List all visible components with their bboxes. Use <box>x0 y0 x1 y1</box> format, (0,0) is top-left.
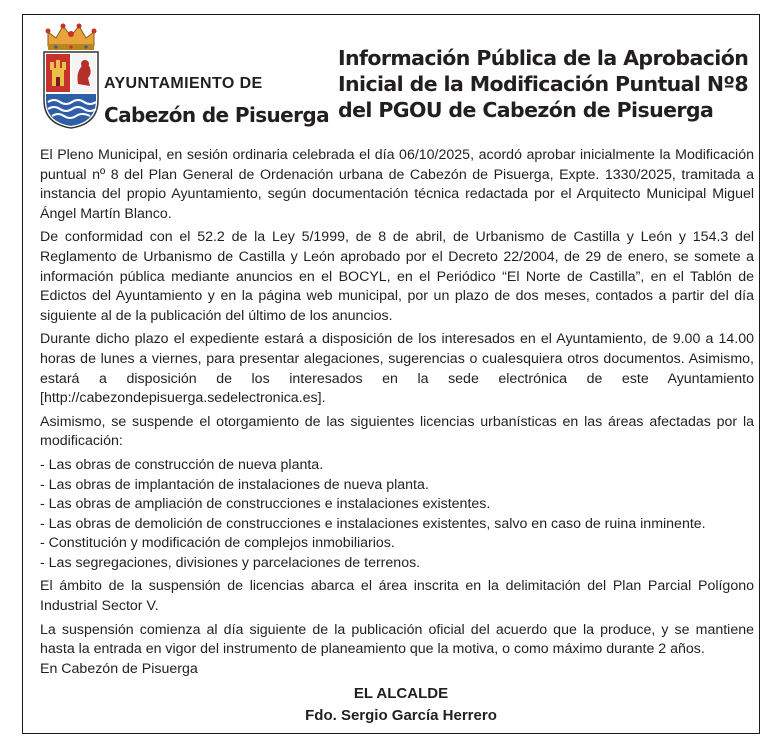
list-item: - Las obras de implantación de instalaciones de nueva planta. <box>40 476 429 493</box>
list-item: - Constitución y modificación de complejos inmobiliarios. <box>40 535 395 552</box>
list-item: - Las segregaciones, divisiones y parcelaciones de terrenos. <box>40 554 421 571</box>
body-paragraph: Durante dicho plazo el expediente estará a disposición de los interesados en el Ayuntamiento, de 9.00 a 14.00 horas de lunes a viernes, para presentar alegaciones, sugerencias o cualesquiera otros documentos. Asimismo, estará a disposición de los interesados en la sede electrónica de este Ayuntamiento [http://cabezondepisuerga.sedelectronica.es]. <box>40 331 754 407</box>
org-name-line2: Cabezón de Pisuerga <box>104 103 329 127</box>
suspended-licenses-list <box>40 456 754 574</box>
title-line: del PGOU de Cabezón de Pisuerga <box>338 98 714 122</box>
notice-title <box>338 45 758 123</box>
place-line: En Cabezón de Pisuerga <box>40 660 198 677</box>
body-paragraph: Asimismo, se suspende el otorgamiento de las siguientes licencias urbanísticas en las áreas afectadas por la modificación: <box>40 413 754 450</box>
coat-of-arms-icon <box>40 22 102 130</box>
list-item: - Las obras de construcción de nueva planta. <box>40 456 324 473</box>
signature-name: Fdo. Sergio García Herrero <box>305 707 497 725</box>
list-item: - Las obras de demolición de construcciones e instalaciones existentes, salvo en caso de ruina inminente. <box>40 515 706 532</box>
body-paragraph: El ámbito de la suspensión de licencias abarca el área inscrita en la delimitación del Plan Parcial Polígono Industrial Sector V. <box>40 578 754 615</box>
signature-role: EL ALCALDE <box>353 685 449 703</box>
signature-block <box>40 683 754 727</box>
title-line: Información Pública de la Aprobación <box>338 46 749 70</box>
list-item: - Las obras de ampliación de construcciones e instalaciones existentes. <box>40 496 491 513</box>
org-name-line1: AYUNTAMIENTO DE <box>104 75 263 92</box>
municipal-coat-of-arms-logo <box>40 22 102 130</box>
title-line: Inicial de la Modificación Puntual Nº8 <box>338 72 749 96</box>
body-paragraph: El Pleno Municipal, en sesión ordinaria celebrada el día 06/10/2025, acordó aprobar inicialmente la Modificación puntual nº 8 del Plan General de Ordenación urbana de Cabezón de Pisuerga, Expte. 1330/2025, tramitada a instancia del propio Ayuntamiento, según documentación técnica redactada por el Arquitecto Municipal Miguel Ángel Martín Blanco. <box>40 147 754 222</box>
body-paragraph: De conformidad con el 52.2 de la Ley 5/1999, de 8 de abril, de Urbanismo de Castilla y León y 154.3 del Reglamento de Urbanismo de Castilla y León aprobado por el Decreto 22/2004, de 29 de enero, se somete a información pública mediante anuncios en el BOCYL, en el Periódico “El Norte de Castilla”, en el Tablón de Edictos del Ayuntamiento y en la página web municipal, por un plazo de dos meses, contados a partir del día siguiente al de la publicación del último de los anuncios. <box>40 229 754 324</box>
body-paragraph: La suspensión comienza al día siguiente de la publicación oficial del acuerdo que la produce, y se mantiene hasta la entrada en vigor del instrumento de planeamiento que la motiva, o como máximo durante 2 años. <box>40 621 754 658</box>
notice-body <box>40 146 754 727</box>
